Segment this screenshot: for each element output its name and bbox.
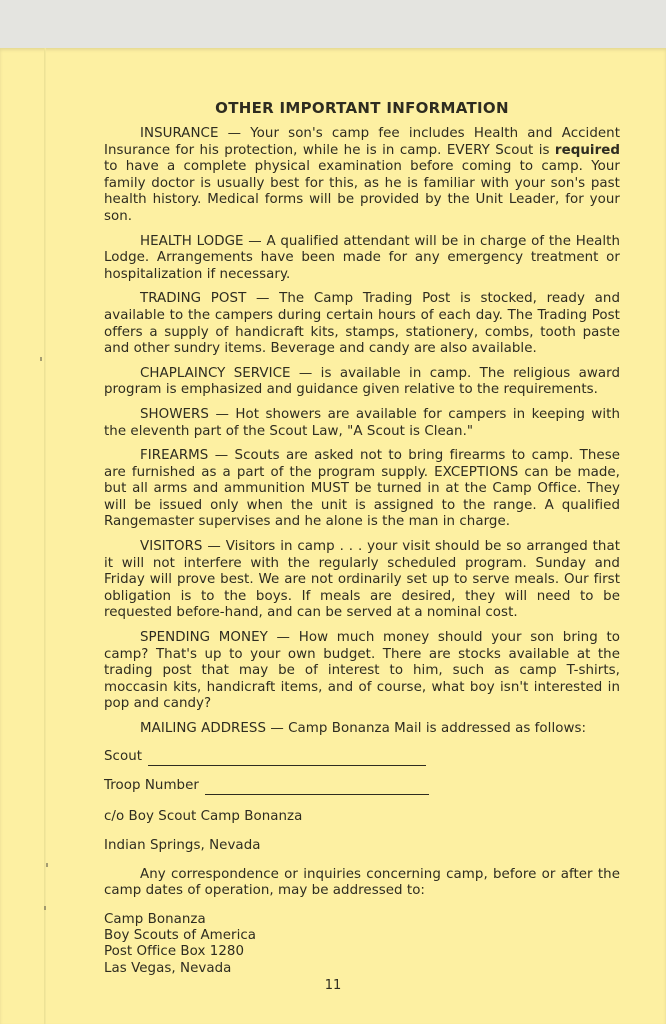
section-heading: TRADING POST (140, 291, 247, 307)
section-heading: INSURANCE (140, 126, 219, 141)
address-line: Post Office Box 1280 (104, 944, 245, 960)
health-lodge-paragraph (104, 234, 620, 284)
section-body: is available in camp. The religious award program is emphasized and guidance given relative to the requirements. (104, 365, 621, 398)
firearms-paragraph (104, 448, 620, 531)
section-heading: FIREARMS (140, 448, 209, 464)
section-heading: HEALTH LODGE (140, 233, 244, 249)
spending-money-paragraph (104, 630, 620, 713)
page-title: OTHER IMPORTANT INFORMATION (215, 99, 509, 117)
dash: — (298, 365, 313, 381)
camp-address (104, 912, 620, 977)
correspondence-paragraph: Any correspondence or inquiries concerning camp, before or after the camp dates of operation, may be addressed to: (104, 866, 620, 899)
section-heading: VISITORS (140, 539, 203, 555)
dash: — (214, 448, 229, 464)
booklet-page (0, 48, 666, 1024)
mailing-address-paragraph (104, 721, 620, 738)
insurance-text-after: to have a complete physical examination before coming to camp. Your family doctor is usually best for this, as he is familiar with your son's past health history. Medical forms will be provided by the Unit Leader, for your son. (104, 159, 620, 224)
dash: — (207, 539, 221, 555)
care-of-line: c/o Boy Scout Camp Bonanza (104, 808, 303, 824)
address-line: Las Vegas, Nevada (104, 960, 232, 976)
insurance-paragraph (104, 126, 620, 226)
visitors-paragraph (104, 539, 620, 622)
section-body: Scouts are asked not to bring firearms to camp. These are furnished as a part of the program supply. EXCEPTIONS can be made, but all arms and ammunition MUST be turned in at the Camp Office. They will be issued only when the unit is assigned to the range. A qualified Rangemaster supervises and he alone is the man in charge. (104, 448, 621, 530)
section-body: Camp Bonanza Mail is addressed as follows: (288, 721, 587, 736)
dash: — (276, 630, 290, 646)
address-line: Camp Bonanza (104, 911, 206, 927)
dash: — (270, 721, 284, 736)
section-body: How much money should your son bring to camp? That's up to your own budget. There are stocks available at the trading post that may be of interest to him, such as camp T-shirts, moccasin kits, handicraft items, and of course, what boy isn't interested in pop and candy? (104, 630, 621, 712)
page-number: 11 (324, 978, 342, 993)
troop-number-blank-line (205, 782, 429, 795)
dash: — (248, 233, 262, 249)
trading-post-paragraph (104, 291, 620, 357)
scan-mark (40, 357, 42, 361)
scout-blank-line (148, 753, 426, 766)
section-body: The Camp Trading Post is stocked, ready and available to the campers during certain hours of each day. The Trading Post offers a supply of handicraft kits, stamps, stationery, combs, tooth paste and other sundry items. Beverage and candy are also available. (104, 291, 620, 357)
section-heading: CHAPLAINCY SERVICE (140, 365, 291, 381)
insurance-text-before: Your son's camp fee includes Health and Accident Insurance for his protection, while he is in camp. EVERY Scout is (104, 126, 620, 158)
showers-paragraph (104, 407, 620, 440)
section-heading: MAILING ADDRESS (140, 721, 267, 736)
scan-mark (44, 906, 46, 910)
binding-fold (44, 48, 46, 1024)
chaplaincy-paragraph (104, 366, 620, 399)
dash: — (256, 291, 270, 307)
troop-number-label: Troop Number (104, 778, 199, 793)
scout-label: Scout (104, 749, 143, 764)
section-body: Visitors in camp . . . your visit should be so arranged that it will not interfere with the regularly scheduled program. Sunday and Friday will prove best. We are not ordinarily set up to serve meals. Our first obligation is to the boys. If meals are desired, they will need to be requested before-hand, and can be served at a nominal cost. (104, 539, 621, 621)
dash: — (227, 126, 242, 141)
section-heading: SPENDING MONEY (140, 630, 268, 646)
dash: — (215, 406, 229, 422)
scout-field (104, 749, 620, 766)
page-content (104, 99, 620, 977)
section-body: A qualified attendant will be in charge of the Health Lodge. Arrangements have been made for any emergency treatment or hospitalization if necessary. (104, 233, 620, 282)
troop-number-field (104, 778, 620, 795)
insurance-emphasis: required (554, 142, 620, 158)
scan-mark (46, 863, 48, 867)
section-heading: SHOWERS (140, 406, 209, 422)
section-body: Hot showers are available for campers in keeping with the eleventh part of the Scout Law, "A Scout is Clean." (104, 406, 621, 439)
address-line: Boy Scouts of America (104, 928, 257, 944)
city-line: Indian Springs, Nevada (104, 838, 261, 854)
